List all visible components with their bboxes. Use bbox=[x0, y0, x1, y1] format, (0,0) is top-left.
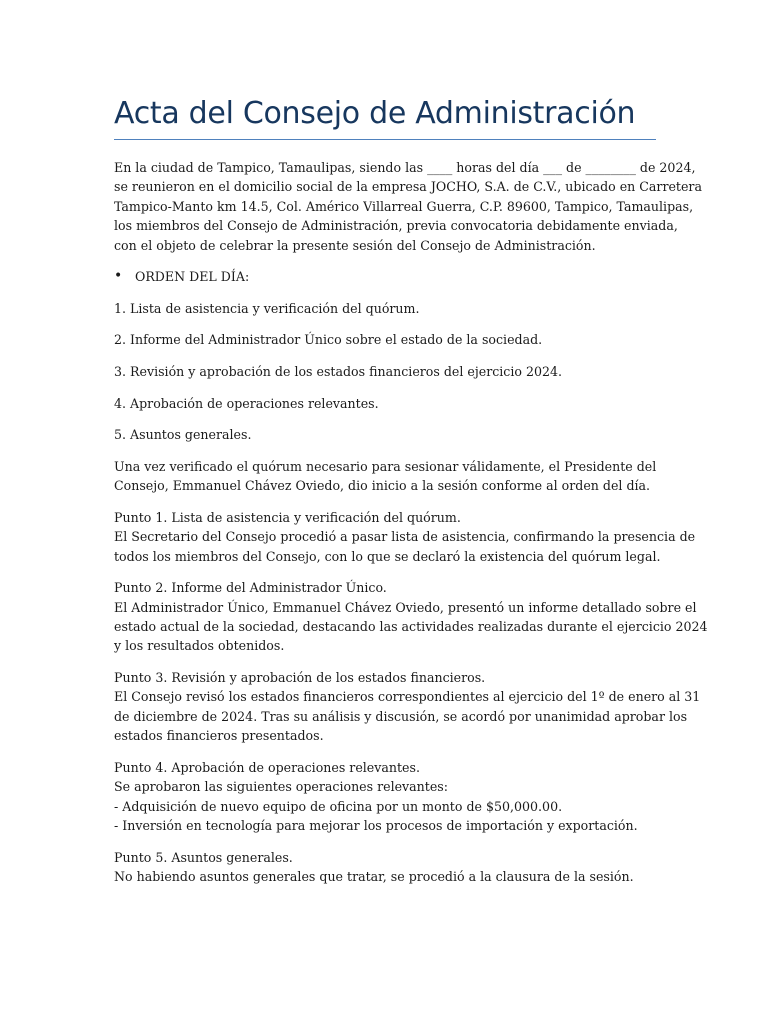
point-line: El Administrador Único, Emmanuel Chávez Oviedo, presentó un informe detallado sobre el bbox=[114, 599, 697, 615]
point-line: - Adquisición de nuevo equipo de oficina por un monto de $50,000.00. bbox=[114, 798, 563, 814]
point-5-paragraph bbox=[114, 848, 656, 887]
agenda-item-text: 1. Lista de asistencia y verificación del quórum. bbox=[114, 300, 420, 316]
intro-line: Tampico-Manto km 14.5, Col. Américo Villarreal Guerra, C.P. 89600, Tampico, Tamaulipas, bbox=[114, 198, 694, 214]
intro-line: con el objeto de celebrar la presente sesión del Consejo de Administración. bbox=[114, 237, 596, 253]
point-heading: Punto 4. Aprobación de operaciones relevantes. bbox=[114, 759, 420, 775]
point-heading: Punto 5. Asuntos generales. bbox=[114, 849, 293, 865]
agenda-item-text: 3. Revisión y aprobación de los estados financieros del ejercicio 2024. bbox=[114, 364, 563, 379]
point-heading: Punto 3. Revisión y aprobación de los estados financieros. bbox=[114, 670, 486, 685]
agenda-bullet bbox=[114, 267, 656, 286]
intro-line: se reunieron en el domicilio social de la empresa JOCHO, S.A. de C.V., ubicado en Carretera bbox=[114, 179, 702, 195]
point-line: El Consejo revisó los estados financieros correspondientes al ejercicio del 1º de enero al 31 bbox=[114, 689, 701, 705]
point-line: todos los miembros del Consejo, con lo que se declaró la existencia del quórum legal. bbox=[114, 548, 661, 564]
intro-line: En la ciudad de Tampico, Tamaulipas, siendo las ____ horas del día ___ de ________ de 2024, bbox=[114, 160, 696, 175]
agenda-item bbox=[114, 299, 656, 318]
point-heading: Punto 2. Informe del Administrador Único. bbox=[114, 580, 387, 596]
agenda-item bbox=[114, 362, 656, 381]
agenda-item-text: 2. Informe del Administrador Único sobre el estado de la sociedad. bbox=[114, 332, 543, 348]
point-1-paragraph bbox=[114, 508, 696, 566]
point-line: estados financieros presentados. bbox=[114, 728, 324, 744]
title-underline bbox=[114, 139, 656, 140]
opening-line: Consejo, Emmanuel Chávez Oviedo, dio inicio a la sesión conforme al orden del día. bbox=[114, 478, 651, 494]
point-4-paragraph bbox=[114, 758, 656, 836]
document-body bbox=[114, 158, 708, 899]
point-line: estado actual de la sociedad, destacando las actividades realizadas durante el ejercicio 2024 bbox=[114, 619, 708, 634]
point-heading: Punto 1. Lista de asistencia y verificación del quórum. bbox=[114, 509, 461, 525]
agenda-heading: ORDEN DEL DÍA: bbox=[135, 269, 250, 285]
point-2-paragraph bbox=[114, 578, 708, 656]
agenda-item bbox=[114, 425, 656, 444]
agenda-item bbox=[114, 394, 656, 413]
agenda-item-text: 5. Asuntos generales. bbox=[114, 427, 252, 443]
bullet-icon: • bbox=[114, 268, 123, 285]
intro-paragraph bbox=[114, 158, 702, 255]
point-3-paragraph bbox=[114, 668, 701, 746]
point-line: y los resultados obtenidos. bbox=[114, 638, 285, 654]
agenda-item-text: 4. Aprobación de operaciones relevantes. bbox=[114, 395, 379, 411]
document-title: Acta del Consejo de Administración bbox=[114, 96, 636, 131]
opening-line: Una vez verificado el quórum necesario para sesionar válidamente, el Presidente del bbox=[114, 458, 657, 474]
point-line: Se aprobaron las siguientes operaciones relevantes: bbox=[114, 779, 449, 795]
point-line: El Secretario del Consejo procedió a pasar lista de asistencia, confirmando la presencia de bbox=[114, 529, 696, 545]
point-line: No habiendo asuntos generales que tratar, se procedió a la clausura de la sesión. bbox=[114, 869, 634, 885]
intro-line: los miembros del Consejo de Administración, previa convocatoria debidamente enviada, bbox=[114, 218, 678, 234]
point-line: de diciembre de 2024. Tras su análisis y discusión, se acordó por unanimidad aprobar los bbox=[114, 708, 688, 724]
point-line: - Inversión en tecnología para mejorar los procesos de importación y exportación. bbox=[114, 818, 638, 834]
agenda-item bbox=[114, 330, 656, 349]
opening-paragraph bbox=[114, 457, 656, 496]
